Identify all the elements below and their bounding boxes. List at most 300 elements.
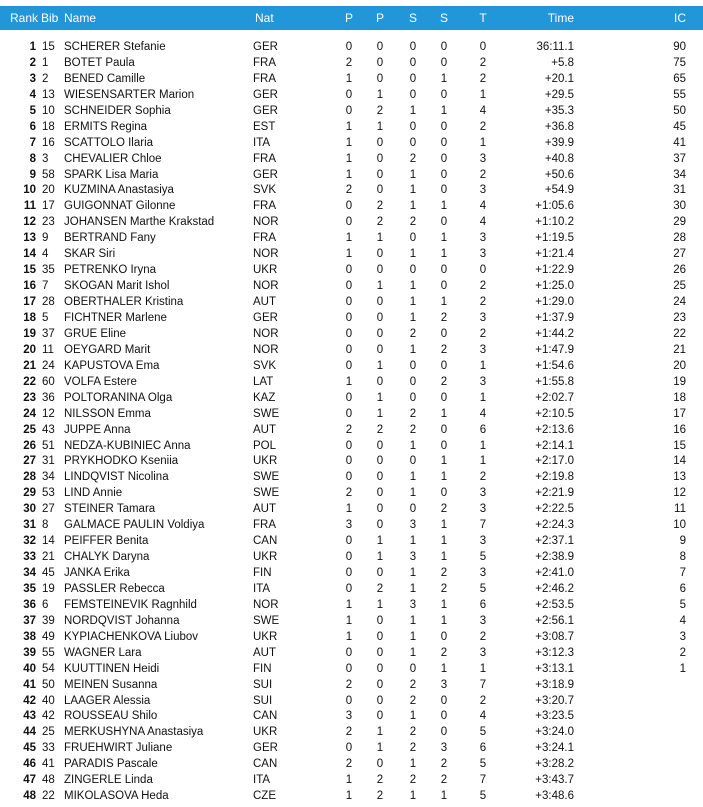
total-misses-cell: 3 [479, 343, 487, 356]
prone2-misses-cell: 2 [376, 200, 384, 213]
total-misses-cell: 4 [479, 216, 487, 229]
time-cell: +2:17.0 [535, 455, 574, 468]
bib-cell: 23 [42, 216, 55, 229]
ic-points-cell: 1 [679, 662, 686, 675]
standing2-misses-cell: 0 [440, 152, 448, 165]
time-cell: +2:41.0 [535, 567, 574, 580]
standing1-misses-cell: 0 [409, 88, 417, 101]
prone1-misses-cell: 2 [345, 678, 353, 691]
table-row [0, 645, 703, 661]
total-misses-cell: 2 [479, 168, 487, 181]
athlete-name-cell: GALMACE PAULIN Voldiya [64, 519, 205, 532]
standing1-misses-cell: 1 [409, 535, 417, 548]
bib-cell: 16 [42, 136, 55, 149]
prone1-misses-cell: 0 [345, 264, 353, 277]
bib-cell: 3 [42, 152, 49, 165]
bib-cell: 42 [42, 710, 55, 723]
standing2-misses-cell: 2 [440, 758, 448, 771]
col-prone2-header: P [375, 11, 384, 25]
prone1-misses-cell: 1 [345, 120, 353, 133]
ic-points-cell: 17 [673, 407, 686, 420]
table-row [0, 501, 703, 517]
time-cell: +1:25.0 [535, 280, 574, 293]
prone1-misses-cell: 0 [345, 471, 353, 484]
time-cell: +2:10.5 [535, 407, 574, 420]
table-row [0, 693, 703, 709]
total-misses-cell: 0 [479, 264, 487, 277]
athlete-name-cell: VOLFA Estere [64, 375, 137, 388]
athlete-name-cell: GUIGONNAT Gilonne [64, 200, 176, 213]
nation-cell: SWE [253, 471, 280, 484]
prone2-misses-cell: 2 [376, 790, 384, 803]
time-cell: +29.5 [544, 88, 574, 101]
table-row [0, 310, 703, 326]
athlete-name-cell: LINDQVIST Nicolina [64, 471, 169, 484]
total-misses-cell: 3 [479, 152, 487, 165]
standing1-misses-cell: 0 [409, 72, 417, 85]
nation-cell: UKR [253, 726, 278, 739]
prone1-misses-cell: 0 [345, 200, 353, 213]
standing1-misses-cell: 0 [409, 503, 417, 516]
nation-cell: GER [253, 311, 278, 324]
prone2-misses-cell: 0 [376, 56, 384, 69]
prone2-misses-cell: 0 [376, 567, 384, 580]
prone1-misses-cell: 0 [345, 551, 353, 564]
rank-cell: 27 [23, 455, 36, 468]
total-misses-cell: 2 [479, 56, 487, 69]
total-misses-cell: 7 [479, 519, 487, 532]
ic-points-cell: 45 [673, 120, 686, 133]
prone1-misses-cell: 0 [345, 407, 353, 420]
ic-points-cell: 11 [674, 503, 686, 516]
prone2-misses-cell: 0 [376, 375, 384, 388]
athlete-name-cell: SPARK Lisa Maria [64, 168, 159, 181]
ic-points-cell: 9 [679, 535, 686, 548]
prone1-misses-cell: 1 [345, 630, 353, 643]
standing2-misses-cell: 0 [440, 710, 448, 723]
total-misses-cell: 1 [479, 391, 487, 404]
rank-cell: 6 [29, 120, 36, 133]
time-cell: +2:14.1 [535, 439, 574, 452]
standing2-misses-cell: 1 [440, 455, 448, 468]
ic-points-cell: 4 [679, 614, 686, 627]
standing2-misses-cell: 0 [440, 120, 448, 133]
standing2-misses-cell: 0 [440, 280, 448, 293]
standing1-misses-cell: 1 [409, 646, 417, 659]
ic-points-cell: 14 [673, 455, 686, 468]
athlete-name-cell: BENED Camille [64, 72, 146, 85]
ic-points-cell: 3 [679, 630, 686, 643]
athlete-name-cell: NORDQVIST Johanna [64, 614, 180, 627]
prone2-misses-cell: 2 [376, 774, 384, 787]
standing2-misses-cell: 1 [440, 72, 448, 85]
nation-cell: AUT [253, 503, 276, 516]
prone1-misses-cell: 0 [345, 296, 353, 309]
nation-cell: LAT [253, 375, 274, 388]
total-misses-cell: 3 [479, 248, 487, 261]
prone1-misses-cell: 0 [345, 280, 353, 293]
athlete-name-cell: OBERTHALER Kristina [64, 296, 184, 309]
table-row [0, 581, 703, 597]
time-cell: +39.9 [544, 136, 574, 149]
prone2-misses-cell: 1 [376, 551, 384, 564]
total-misses-cell: 2 [479, 296, 487, 309]
rank-cell: 32 [23, 535, 36, 548]
total-misses-cell: 3 [479, 311, 487, 324]
athlete-name-cell: NILSSON Emma [64, 407, 151, 420]
rank-cell: 8 [29, 152, 36, 165]
prone2-misses-cell: 0 [376, 694, 384, 707]
ic-points-cell: 6 [679, 582, 686, 595]
rank-cell: 36 [23, 598, 36, 611]
table-row [0, 390, 703, 406]
time-cell: +1:55.8 [535, 375, 574, 388]
standing2-misses-cell: 1 [440, 519, 448, 532]
table-row [0, 613, 703, 629]
prone1-misses-cell: 0 [345, 582, 353, 595]
time-cell: +1:10.2 [535, 216, 574, 229]
rank-cell: 39 [23, 646, 36, 659]
standing1-misses-cell: 1 [409, 200, 417, 213]
table-row [0, 533, 703, 549]
rank-cell: 18 [23, 311, 36, 324]
standing2-misses-cell: 0 [440, 264, 448, 277]
standing1-misses-cell: 1 [409, 168, 417, 181]
table-row [0, 708, 703, 724]
prone2-misses-cell: 0 [376, 758, 384, 771]
total-misses-cell: 1 [479, 662, 487, 675]
time-cell: +2:13.6 [535, 423, 574, 436]
prone2-misses-cell: 2 [376, 216, 384, 229]
nation-cell: NOR [253, 343, 279, 356]
col-time-header: Time [547, 11, 574, 25]
standing2-misses-cell: 0 [440, 726, 448, 739]
nation-cell: FIN [253, 662, 272, 675]
prone2-misses-cell: 0 [376, 296, 384, 309]
bib-cell: 4 [42, 248, 49, 261]
standing2-misses-cell: 2 [440, 375, 448, 388]
prone2-misses-cell: 0 [376, 72, 384, 85]
bib-cell: 17 [42, 200, 55, 213]
prone2-misses-cell: 1 [376, 598, 384, 611]
table-row [0, 278, 703, 294]
nation-cell: NOR [253, 216, 279, 229]
athlete-name-cell: FEMSTEINEVIK Ragnhild [64, 598, 197, 611]
bib-cell: 50 [42, 678, 55, 691]
prone1-misses-cell: 0 [345, 104, 353, 117]
standing1-misses-cell: 1 [409, 343, 417, 356]
total-misses-cell: 4 [479, 710, 487, 723]
total-misses-cell: 1 [479, 359, 487, 372]
bib-cell: 5 [42, 311, 49, 324]
time-cell: +2:46.2 [535, 582, 574, 595]
nation-cell: SWE [253, 407, 280, 420]
bib-cell: 21 [42, 551, 55, 564]
nation-cell: UKR [253, 551, 278, 564]
bib-cell: 11 [42, 343, 54, 356]
athlete-name-cell: WAGNER Lara [64, 646, 142, 659]
standing1-misses-cell: 0 [409, 136, 417, 149]
prone1-misses-cell: 0 [345, 694, 353, 707]
prone1-misses-cell: 1 [345, 152, 353, 165]
prone2-misses-cell: 0 [376, 327, 384, 340]
col-prone1-header: P [344, 11, 353, 25]
table-row [0, 214, 703, 230]
nation-cell: FRA [253, 200, 276, 213]
prone2-misses-cell: 0 [376, 487, 384, 500]
nation-cell: FIN [253, 567, 272, 580]
nation-cell: FRA [253, 519, 276, 532]
time-cell: +3:23.5 [535, 710, 574, 723]
table-row [0, 167, 703, 183]
ic-points-cell: 30 [673, 200, 686, 213]
rank-cell: 25 [23, 423, 36, 436]
nation-cell: NOR [253, 598, 279, 611]
total-misses-cell: 2 [479, 72, 487, 85]
table-row [0, 740, 703, 756]
rank-cell: 33 [23, 551, 36, 564]
standing2-misses-cell: 2 [440, 503, 448, 516]
prone2-misses-cell: 0 [376, 678, 384, 691]
total-misses-cell: 5 [479, 790, 487, 803]
bib-cell: 1 [42, 56, 49, 69]
standing2-misses-cell: 1 [440, 200, 448, 213]
standing2-misses-cell: 2 [440, 311, 448, 324]
prone2-misses-cell: 0 [376, 248, 384, 261]
total-misses-cell: 1 [479, 136, 487, 149]
total-misses-cell: 3 [479, 232, 487, 245]
rank-cell: 13 [23, 232, 36, 245]
ic-points-cell: 2 [679, 646, 686, 659]
ic-points-cell: 8 [679, 551, 686, 564]
prone2-misses-cell: 0 [376, 311, 384, 324]
rank-cell: 3 [29, 72, 36, 85]
nation-cell: FRA [253, 152, 276, 165]
ic-points-cell: 13 [673, 471, 686, 484]
athlete-name-cell: WIESENSARTER Marion [64, 88, 195, 101]
total-misses-cell: 3 [479, 503, 487, 516]
total-misses-cell: 2 [479, 280, 487, 293]
bib-cell: 18 [42, 120, 55, 133]
standing1-misses-cell: 0 [409, 41, 417, 53]
athlete-name-cell: SCHERER Stefanie [64, 41, 166, 53]
standing1-misses-cell: 1 [409, 104, 417, 117]
table-row [0, 326, 703, 342]
ic-points-cell: 7 [679, 567, 686, 580]
col-nat-header: Nat [255, 11, 274, 25]
table-row [0, 135, 703, 151]
ic-points-cell: 16 [673, 423, 686, 436]
bib-cell: 33 [42, 742, 55, 755]
total-misses-cell: 2 [479, 471, 487, 484]
table-row [0, 342, 703, 358]
total-misses-cell: 5 [479, 582, 487, 595]
col-standing2-header: S [439, 11, 448, 25]
ic-points-cell: 18 [673, 391, 686, 404]
standing1-misses-cell: 1 [409, 758, 417, 771]
table-row [0, 661, 703, 677]
rank-cell: 30 [23, 503, 36, 516]
athlete-name-cell: FRUEHWIRT Juliane [64, 742, 173, 755]
standing2-misses-cell: 2 [440, 582, 448, 595]
prone1-misses-cell: 0 [345, 88, 353, 101]
ic-points-cell: 31 [673, 184, 686, 197]
standing2-misses-cell: 1 [440, 296, 448, 309]
standing2-misses-cell: 1 [440, 614, 448, 627]
time-cell: +3:18.9 [535, 678, 574, 691]
prone1-misses-cell: 2 [345, 487, 353, 500]
table-row [0, 485, 703, 501]
total-misses-cell: 3 [479, 535, 487, 548]
ic-points-cell: 41 [673, 136, 686, 149]
standing1-misses-cell: 1 [409, 311, 417, 324]
athlete-name-cell: CHEVALIER Chloe [64, 152, 162, 165]
prone1-misses-cell: 0 [345, 742, 353, 755]
table-row [0, 374, 703, 390]
time-cell: +3:24.0 [535, 726, 574, 739]
table-row [0, 358, 703, 374]
bib-cell: 35 [42, 264, 55, 277]
nation-cell: AUT [253, 296, 276, 309]
prone2-misses-cell: 0 [376, 455, 384, 468]
standing2-misses-cell: 0 [440, 136, 448, 149]
time-cell: +1:54.6 [535, 359, 574, 372]
standing2-misses-cell: 1 [440, 471, 448, 484]
standing2-misses-cell: 1 [440, 790, 448, 803]
standing1-misses-cell: 0 [409, 120, 417, 133]
table-row [0, 549, 703, 565]
prone2-misses-cell: 1 [376, 407, 384, 420]
prone1-misses-cell: 0 [345, 662, 353, 675]
total-misses-cell: 3 [479, 375, 487, 388]
bib-cell: 45 [42, 567, 55, 580]
bib-cell: 13 [42, 88, 55, 101]
time-cell: +3:08.7 [535, 630, 574, 643]
rank-cell: 11 [23, 200, 36, 213]
bib-cell: 2 [42, 72, 49, 85]
nation-cell: CAN [253, 758, 278, 771]
athlete-name-cell: PRYKHODKO Kseniia [64, 455, 179, 468]
standing2-misses-cell: 0 [440, 359, 448, 372]
bib-cell: 7 [42, 280, 49, 293]
rank-cell: 37 [23, 614, 36, 627]
bib-cell: 19 [42, 582, 55, 595]
nation-cell: NOR [253, 280, 279, 293]
nation-cell: AUT [253, 646, 276, 659]
col-rank-header: Rank [10, 11, 39, 25]
total-misses-cell: 3 [479, 184, 487, 197]
rank-cell: 35 [23, 582, 36, 595]
time-cell: +1:19.5 [535, 232, 574, 245]
total-misses-cell: 6 [479, 742, 487, 755]
table-row [0, 629, 703, 645]
prone1-misses-cell: 2 [345, 184, 353, 197]
ic-points-cell: 29 [673, 216, 686, 229]
table-row [0, 151, 703, 167]
prone1-misses-cell: 0 [345, 359, 353, 372]
time-cell: +2:02.7 [535, 391, 574, 404]
time-cell: +2:24.3 [535, 519, 574, 532]
standing1-misses-cell: 0 [409, 662, 417, 675]
standing1-misses-cell: 1 [409, 630, 417, 643]
prone2-misses-cell: 0 [376, 662, 384, 675]
standing2-misses-cell: 1 [440, 535, 448, 548]
bib-cell: 41 [42, 758, 55, 771]
nation-cell: SUI [253, 694, 273, 707]
standing1-misses-cell: 0 [409, 264, 417, 277]
time-cell: +1:05.6 [535, 200, 574, 213]
prone1-misses-cell: 1 [345, 168, 353, 181]
table-row [0, 453, 703, 469]
standing2-misses-cell: 0 [440, 56, 448, 69]
standing1-misses-cell: 0 [409, 375, 417, 388]
athlete-name-cell: KAPUSTOVA Ema [64, 359, 160, 372]
prone1-misses-cell: 0 [345, 327, 353, 340]
athlete-name-cell: KYPIACHENKOVA Liubov [64, 630, 199, 643]
standing1-misses-cell: 0 [409, 56, 417, 69]
prone2-misses-cell: 0 [376, 630, 384, 643]
rank-cell: 9 [29, 168, 36, 181]
bib-cell: 43 [42, 423, 55, 436]
nation-cell: CZE [253, 790, 276, 803]
prone1-misses-cell: 2 [345, 758, 353, 771]
prone2-misses-cell: 0 [376, 471, 384, 484]
standing1-misses-cell: 1 [409, 184, 417, 197]
time-cell: +2:56.1 [535, 614, 574, 627]
total-misses-cell: 4 [479, 104, 487, 117]
time-cell: 36:11.1 [536, 41, 574, 53]
table-row [0, 55, 703, 71]
nation-cell: SWE [253, 614, 280, 627]
time-cell: +3:28.2 [535, 758, 574, 771]
prone2-misses-cell: 0 [376, 343, 384, 356]
prone1-misses-cell: 2 [345, 423, 353, 436]
athlete-name-cell: SKOGAN Marit Ishol [64, 280, 170, 293]
table-header [0, 6, 703, 30]
rank-cell: 38 [23, 630, 36, 643]
rank-cell: 12 [23, 216, 36, 229]
nation-cell: UKR [253, 264, 278, 277]
nation-cell: GER [253, 168, 278, 181]
table-row [0, 103, 703, 119]
prone1-misses-cell: 1 [345, 790, 353, 803]
time-cell: +36.8 [544, 120, 574, 133]
rank-cell: 48 [23, 790, 36, 803]
standing1-misses-cell: 2 [409, 726, 417, 739]
col-bib-header: Bib [41, 11, 59, 25]
nation-cell: GER [253, 104, 278, 117]
athlete-name-cell: ERMITS Regina [64, 120, 148, 133]
prone2-misses-cell: 0 [376, 614, 384, 627]
total-misses-cell: 6 [479, 598, 487, 611]
nation-cell: UKR [253, 630, 278, 643]
prone1-misses-cell: 0 [345, 41, 353, 53]
rank-cell: 22 [23, 375, 36, 388]
rank-cell: 28 [23, 471, 36, 484]
nation-cell: EST [253, 120, 276, 133]
standing1-misses-cell: 1 [409, 280, 417, 293]
ic-points-cell: 65 [673, 72, 686, 85]
total-misses-cell: 1 [479, 88, 487, 101]
table-row [0, 597, 703, 613]
rank-cell: 26 [23, 439, 36, 452]
ic-points-cell: 27 [673, 248, 686, 261]
col-total-header: T [479, 11, 487, 25]
standing2-misses-cell: 2 [440, 646, 448, 659]
standing2-misses-cell: 2 [440, 774, 448, 787]
bib-cell: 6 [42, 598, 49, 611]
rank-cell: 19 [23, 327, 36, 340]
